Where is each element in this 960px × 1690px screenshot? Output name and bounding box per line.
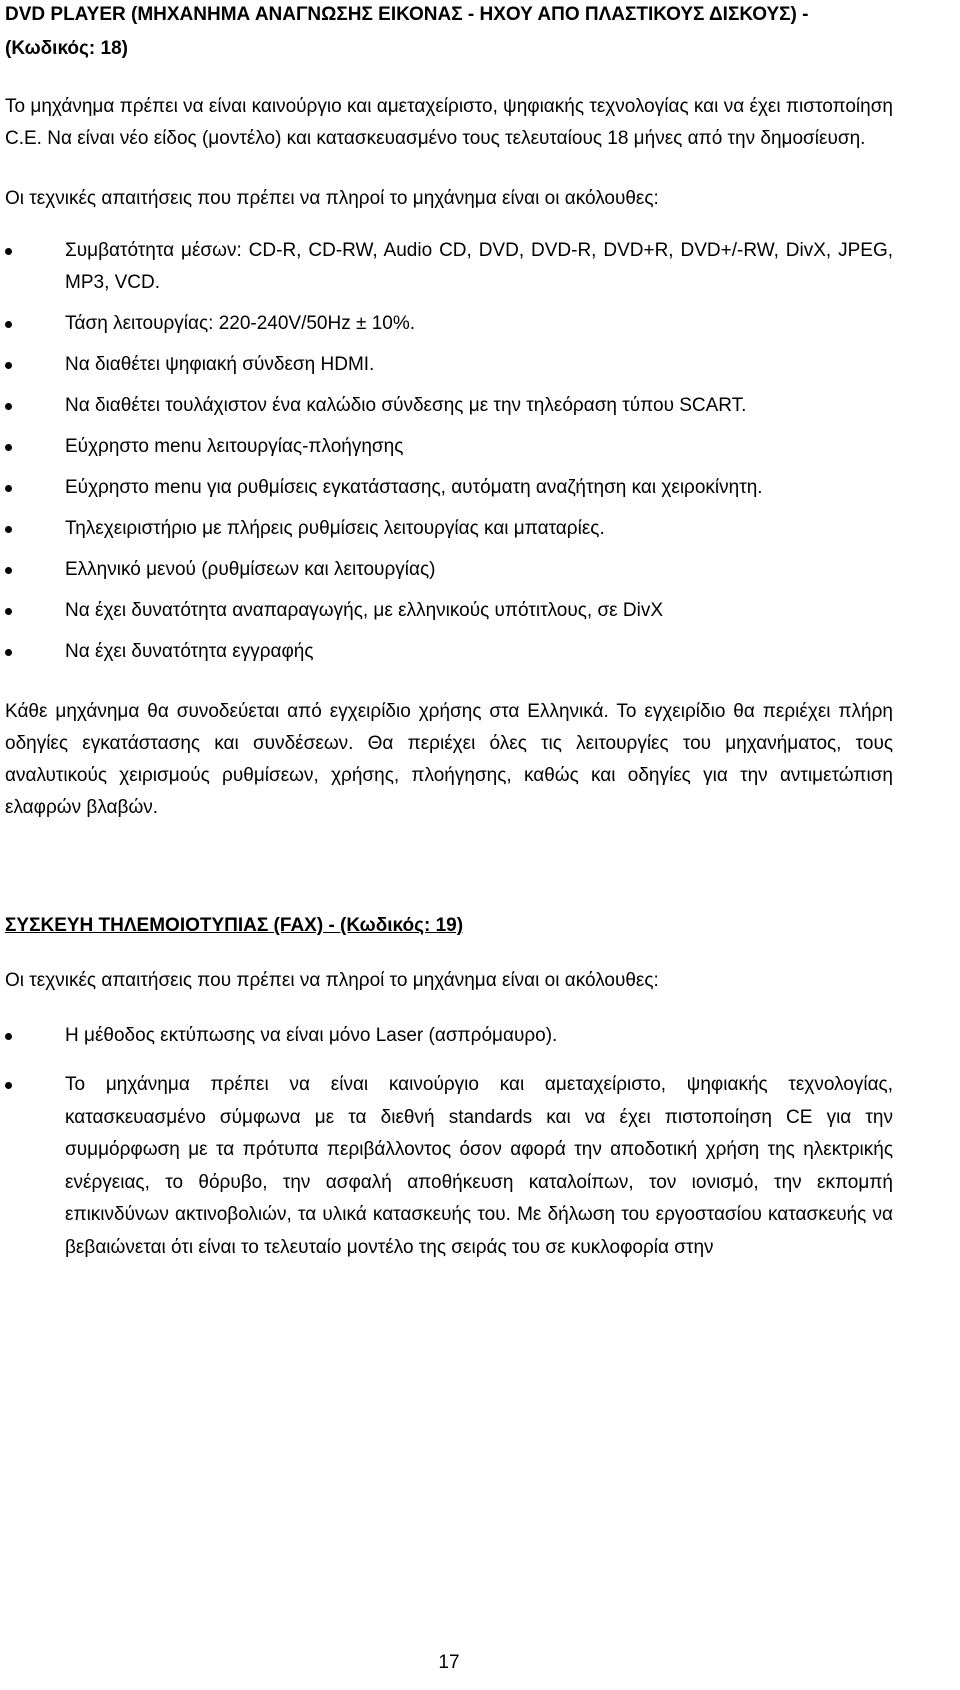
- section2-title: ΣΥΣΚΕΥΗ ΤΗΛΕΜΟΙΟΤΥΠΙΑΣ (FAX) - (Κωδικός: 19): [5, 915, 464, 936]
- bullet-icon: [5, 403, 12, 410]
- bullet-icon: [5, 485, 12, 492]
- section2-bullet-list: [5, 1020, 893, 1264]
- bullet-icon: [5, 608, 12, 615]
- list-item: Να έχει δυνατότητα εγγραφής: [5, 636, 893, 668]
- bullet-icon: [5, 526, 12, 533]
- section1-bullet-list: [5, 235, 893, 668]
- bullet-icon: [5, 248, 12, 255]
- list-item: Εύχρηστο menu για ρυθμίσεις εγκατάστασης, αυτόματη αναζήτηση και χειροκίνητη.: [5, 472, 893, 504]
- bullet-icon: [5, 649, 12, 656]
- list-item: Εύχρηστο menu λειτουργίας-πλοήγησης: [5, 431, 893, 463]
- bullet-icon: [5, 444, 12, 451]
- list-item: Η μέθοδος εκτύπωσης να είναι μόνο Laser (ασπρόμαυρο).: [5, 1020, 893, 1052]
- bullet-icon: [5, 321, 12, 328]
- bullet-icon: [5, 567, 12, 574]
- list-item: Το μηχάνημα πρέπει να είναι καινούργιο και αμεταχείριστο, ψηφιακής τεχνολογίας, κατασκευασμένο σύμφωνα με τα διεθνή standards και να έχει πιστοποίηση CE για την συμμόρφωση με τα πρότυπα περιβάλλοντος όσον αφορά την αποδοτική χρήση της ηλεκτρικής ενέργειας, το θόρυβο, την ασφαλή αποθήκευση καταλοίπων, τον ιονισμό, την εκπομπή επικινδύνων ακτινοβολιών, τα υλικά κατασκευής του. Με δήλωση του εργοστασίου κατασκευής να βεβαιώνεται ότι είναι το τελευταίο μοντέλο της σειράς του σε κυκλοφορία στην: [5, 1069, 893, 1264]
- list-item: Να έχει δυνατότητα αναπαραγωγής, με ελληνικούς υπότιτλους, σε DivX: [5, 595, 893, 627]
- list-item: Συμβατότητα μέσων: CD-R, CD-RW, Audio CD, DVD, DVD-R, DVD+R, DVD+/-RW, DivX, JPEG, MP3, VCD.: [5, 235, 893, 299]
- document-page: [5, 0, 893, 1264]
- list-item: Να διαθέτει τουλάχιστον ένα καλώδιο σύνδεσης με την τηλεόραση τύπου SCART.: [5, 390, 893, 422]
- list-item: Να διαθέτει ψηφιακή σύνδεση HDMI.: [5, 349, 893, 381]
- bullet-icon: [5, 362, 12, 369]
- bullet-icon: [5, 1033, 12, 1040]
- bullet-icon: [5, 1082, 12, 1089]
- section1-closing-paragraph: Κάθε μηχάνημα θα συνοδεύεται από εγχειρίδιο χρήσης στα Ελληνικά. Το εγχειρίδιο θα περιέχει πλήρη οδηγίες εγκατάστασης και συνδέσεων. Θα περιέχει όλες τις λειτουργίες του μηχανήματος, τους αναλυτικούς χειρισμούς ρυθμίσεων, χρήσης, πλοήγησης, καθώς και οδηγίες για την αντιμετώπιση ελαφρών βλαβών.: [5, 701, 893, 818]
- list-item: Τηλεχειριστήριο με πλήρεις ρυθμίσεις λειτουργίας και μπαταρίες.: [5, 513, 893, 545]
- section1-requirements-heading: Οι τεχνικές απαιτήσεις που πρέπει να πληροί το μηχάνημα είναι οι ακόλουθες:: [5, 188, 659, 209]
- section1-title: DVD PLAYER (ΜΗΧΑΝΗΜΑ ΑΝΑΓΝΩΣΗΣ ΕΙΚΟΝΑΣ - ΗΧΟΥ ΑΠΟ ΠΛΑΣΤΙΚΟΥΣ ΔΙΣΚΟΥΣ) - (Κωδικός: 18): [5, 4, 809, 59]
- list-item: Τάση λειτουργίας: 220-240V/50Hz ± 10%.: [5, 308, 893, 340]
- page-number: 17: [438, 1652, 460, 1673]
- section2-requirements-heading: Οι τεχνικές απαιτήσεις που πρέπει να πληροί το μηχάνημα είναι οι ακόλουθες:: [5, 970, 659, 991]
- list-item: Ελληνικό μενού (ρυθμίσεων και λειτουργίας): [5, 554, 893, 586]
- section1-intro: Το μηχάνημα πρέπει να είναι καινούργιο και αμεταχείριστο, ψηφιακής τεχνολογίας και να έχει πιστοποίηση C.E. Να είναι νέο είδος (μοντέλο) και κατασκευασμένο τους τελευταίους 18 μήνες από την δημοσίευση.: [5, 96, 893, 149]
